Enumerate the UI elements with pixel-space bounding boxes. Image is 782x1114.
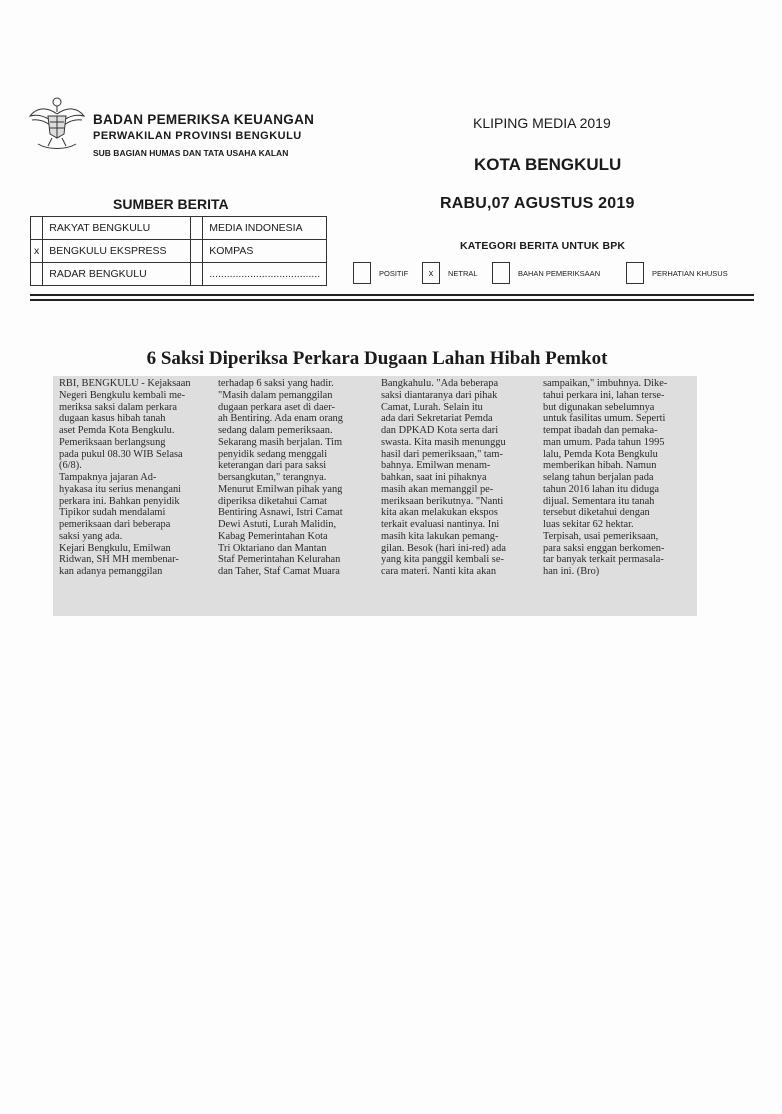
article-line: saksi yang ada. <box>59 530 123 542</box>
article-line: man umum. Pada tahun 1995 <box>543 436 665 448</box>
article-line: Sekarang masih berjalan. Tim <box>218 436 343 448</box>
article-line: meriksaan berikutnya. "Nanti <box>381 495 504 507</box>
category-title: KATEGORI BERITA UNTUK BPK <box>460 240 626 252</box>
article-line: cara materi. Nanti kita akan <box>381 566 497 577</box>
article-line: Staf Pemerintahan Kelurahan <box>218 554 341 566</box>
article-line: aset Pemda Kota Bengkulu. <box>59 425 175 436</box>
category-label: POSITIF <box>379 268 409 278</box>
kliping-title: KLIPING MEDIA 2019 <box>473 115 611 131</box>
article-line: but digunakan sebelumnya <box>543 401 655 413</box>
category-positif[interactable] <box>353 261 408 285</box>
article-line: yang kita panggil kembali se- <box>381 554 504 566</box>
article-line: (6/8). <box>59 460 82 472</box>
article-line: Kejari Bengkulu, Emilwan <box>59 542 171 554</box>
divider <box>30 294 754 296</box>
table-row <box>31 240 327 263</box>
article-line: saksi diantaranya dari pihak <box>381 389 498 401</box>
article-line: tahui perkara ini, lahan terse- <box>543 389 665 401</box>
garuda-emblem-icon <box>28 92 86 152</box>
category-label: PERHATIAN KHUSUS <box>652 268 728 278</box>
category-checkbox[interactable] <box>492 262 510 284</box>
article-line: tar banyak terkait permasala- <box>543 554 664 566</box>
table-row <box>31 263 327 286</box>
article-column-2 <box>218 378 343 578</box>
article-line: hasil dari pemeriksaan," tam- <box>381 448 503 460</box>
article-line: untuk fasilitas umum. Seperti <box>543 413 666 425</box>
source-name: ...................................... <box>203 263 327 286</box>
article-line: selang tahun berjalan pada <box>543 472 654 483</box>
article-line: lalu, Pemda Kota Bengkulu <box>543 448 658 460</box>
source-checkbox[interactable]: x <box>31 240 43 263</box>
article-line: Terpisah, usai pemeriksaan, <box>543 530 659 542</box>
source-name: RAKYAT BENGKULU <box>43 217 191 240</box>
org-name: BADAN PEMERIKSA KEUANGAN <box>93 112 315 127</box>
clipping-date: RABU,07 AGUSTUS 2019 <box>440 195 635 212</box>
source-checkbox[interactable] <box>191 240 203 263</box>
article-line: Menurut Emilwan pihak yang <box>218 483 343 495</box>
article-line: kan adanya pemanggilan <box>59 566 163 577</box>
org-branch: PERWAKILAN PROVINSI BENGKULU <box>93 130 302 142</box>
article-line: ada dari Sekretariat Pemda <box>381 413 493 425</box>
article-line: hyakasa itu serius menangani <box>59 483 182 495</box>
source-name: MEDIA INDONESIA <box>203 217 327 240</box>
table-row <box>31 217 327 240</box>
article-line: tahun 2016 lahan itu diduga <box>543 483 660 495</box>
article-line: ah Bentiring. Ada enam orang <box>218 413 343 425</box>
category-checkbox[interactable] <box>353 262 371 284</box>
article-line: memberikan hibah. Namun <box>543 460 657 472</box>
category-perhatian-khusus[interactable] <box>626 261 728 285</box>
article-line: "Masih dalam pemanggilan <box>218 389 333 401</box>
category-netral[interactable] <box>422 261 478 285</box>
article-column-3 <box>381 378 506 578</box>
article-line: Bangkahulu. "Ada beberapa <box>381 378 499 389</box>
article-line: penyidik sedang menggali <box>218 448 328 460</box>
article-line: luas sekitar 62 hektar. <box>543 519 634 530</box>
article-line: Tampaknya jajaran Ad- <box>59 472 157 483</box>
category-bahan-pemeriksaan[interactable] <box>492 261 600 285</box>
article-line: sampaikan," imbuhnya. Dike- <box>543 378 668 389</box>
article-line: han ini. (Bro) <box>543 566 600 577</box>
article-line: bahkan, saat ini pihaknya <box>381 472 487 483</box>
article-line: Camat, Lurah. Selain itu <box>381 401 483 413</box>
city-name: KOTA BENGKULU <box>474 155 622 174</box>
article-line: tersebut diketahui dengan <box>543 507 650 519</box>
category-label: NETRAL <box>448 268 478 278</box>
article-line: Tri Oktariano dan Mantan <box>218 542 327 554</box>
category-checkbox[interactable] <box>626 262 644 284</box>
article-line: tempat ibadah dan pemaka- <box>543 425 658 436</box>
source-name: BENGKULU EKSPRESS <box>43 240 191 263</box>
source-name: KOMPAS <box>203 240 327 263</box>
divider <box>30 299 754 301</box>
article-line: bersangkutan," terangnya. <box>218 472 327 483</box>
news-clipping <box>53 376 697 616</box>
org-subdivision: SUB BAGIAN HUMAS DAN TATA USAHA KALAN <box>93 148 289 158</box>
article-line: Kabag Pemerintahan Kota <box>218 530 328 542</box>
article-line: dugaan perkara aset di daer- <box>218 401 335 413</box>
article-column-4 <box>543 378 667 578</box>
article-column-1 <box>59 378 191 578</box>
source-checkbox[interactable] <box>191 217 203 240</box>
article-line: diperiksa diketahui Camat <box>218 495 328 507</box>
article-line: pada pukul 08.30 WIB Selasa <box>59 448 183 460</box>
source-title: SUMBER BERITA <box>113 196 229 212</box>
article-line: keterangan dari para saksi <box>218 460 327 472</box>
article-line: terhadap 6 saksi yang hadir. <box>218 378 334 389</box>
category-checkbox[interactable]: x <box>422 262 440 284</box>
article-line: Negeri Bengkulu kembali me- <box>59 389 186 401</box>
article-line: Dewi Astuti, Lurah Malidin, <box>218 519 337 530</box>
article-line: masih kita lakukan pemang- <box>381 530 499 542</box>
category-label: BAHAN PEMERIKSAAN <box>518 268 601 278</box>
source-checkbox[interactable] <box>191 263 203 286</box>
article-line: terkait evaluasi nantinya. Ini <box>381 519 500 530</box>
article-line: dan Taher, Staf Camat Muara <box>218 566 340 577</box>
source-checkbox[interactable] <box>31 217 43 240</box>
article-line: RBI, BENGKULU - Kejaksaan <box>59 378 191 389</box>
article-line: para saksi enggan berkomen- <box>543 542 665 554</box>
article-line: bahnya. Emilwan menam- <box>381 460 491 472</box>
article-line: dugaan kasus hibah tanah <box>59 413 166 425</box>
article-line: Pemeriksaan berlangsung <box>59 436 166 448</box>
article-line: meriksa saksi dalam perkara <box>59 401 178 413</box>
article-line: sedang dalam pemeriksaan. <box>218 425 333 436</box>
article-line: perkara ini. Bahkan penyidik <box>59 495 180 507</box>
article-line: Ridwan, SH MH membenar- <box>59 554 179 566</box>
source-name: RADAR BENGKULU <box>43 263 191 286</box>
source-table <box>30 216 327 286</box>
article-line: kita akan melakukan ekspos <box>381 507 498 519</box>
article-line: Bentiring Asnawi, Istri Camat <box>218 507 343 519</box>
article-headline: 6 Saksi Diperiksa Perkara Dugaan Lahan Hibah Pemkot <box>146 348 608 369</box>
article-line: masih akan memanggil pe- <box>381 483 494 495</box>
article-line: dan DPKAD Kota serta dari <box>381 425 499 436</box>
article-line: Tipikor sudah mendalami <box>59 507 166 519</box>
article-line: gilan. Besok (hari ini-red) ada <box>381 542 506 554</box>
article-line: pemeriksaan dari beberapa <box>59 519 171 530</box>
article-line: dijual. Sementara itu tanah <box>543 495 655 507</box>
article-line: swasta. Kita masih menunggu <box>381 436 506 448</box>
source-checkbox[interactable] <box>31 263 43 286</box>
